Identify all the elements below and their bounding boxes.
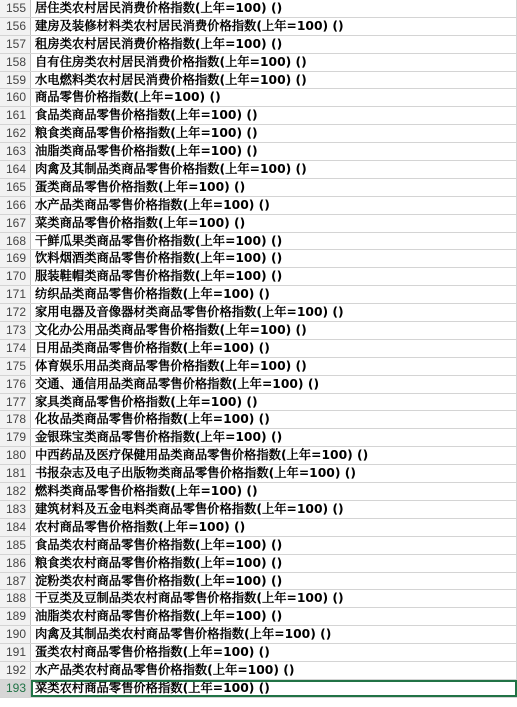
row-header[interactable]: 191 bbox=[0, 644, 31, 661]
row-header[interactable]: 172 bbox=[0, 304, 31, 321]
row-header[interactable]: 162 bbox=[0, 125, 31, 142]
table-row bbox=[0, 340, 517, 358]
table-row bbox=[0, 376, 517, 394]
row-header[interactable]: 181 bbox=[0, 465, 31, 482]
row-header[interactable]: 174 bbox=[0, 340, 31, 357]
table-row bbox=[0, 143, 517, 161]
row-header[interactable]: 193 bbox=[0, 680, 31, 697]
table-row bbox=[0, 429, 517, 447]
table-cell[interactable]: 租房类农村居民消费价格指数(上年=100) () bbox=[31, 36, 517, 53]
table-row bbox=[0, 662, 517, 680]
table-row bbox=[0, 161, 517, 179]
table-cell[interactable]: 燃料类商品零售价格指数(上年=100) () bbox=[31, 483, 517, 500]
table-cell[interactable]: 建房及装修材料类农村居民消费价格指数(上年=100) () bbox=[31, 18, 517, 35]
row-header[interactable]: 192 bbox=[0, 662, 31, 679]
row-header[interactable]: 158 bbox=[0, 54, 31, 71]
table-cell[interactable]: 干豆类及豆制品类农村商品零售价格指数(上年=100) () bbox=[31, 590, 517, 607]
table-row bbox=[0, 233, 517, 251]
table-row bbox=[0, 644, 517, 662]
table-cell[interactable]: 肉禽及其制品类农村商品零售价格指数(上年=100) () bbox=[31, 626, 517, 643]
table-row bbox=[0, 573, 517, 591]
table-cell[interactable]: 居住类农村居民消费价格指数(上年=100) () bbox=[31, 0, 517, 17]
table-row bbox=[0, 18, 517, 36]
row-header[interactable]: 176 bbox=[0, 376, 31, 393]
row-header[interactable]: 157 bbox=[0, 36, 31, 53]
table-row bbox=[0, 590, 517, 608]
table-cell[interactable]: 文化办公用品类商品零售价格指数(上年=100) () bbox=[31, 322, 517, 339]
table-row bbox=[0, 555, 517, 573]
table-cell[interactable]: 水产品类农村商品零售价格指数(上年=100) () bbox=[31, 662, 517, 679]
table-cell[interactable]: 食品类农村商品零售价格指数(上年=100) () bbox=[31, 537, 517, 554]
table-cell[interactable]: 粮食类农村商品零售价格指数(上年=100) () bbox=[31, 555, 517, 572]
table-cell[interactable]: 油脂类农村商品零售价格指数(上年=100) () bbox=[31, 608, 517, 625]
row-header[interactable]: 155 bbox=[0, 0, 31, 17]
table-row bbox=[0, 250, 517, 268]
table-row bbox=[0, 268, 517, 286]
table-cell[interactable]: 纺织品类商品零售价格指数(上年=100) () bbox=[31, 286, 517, 303]
table-cell[interactable]: 粮食类商品零售价格指数(上年=100) () bbox=[31, 125, 517, 142]
table-cell[interactable]: 饮料烟酒类商品零售价格指数(上年=100) () bbox=[31, 250, 517, 267]
table-row bbox=[0, 519, 517, 537]
table-row bbox=[0, 447, 517, 465]
table-cell[interactable]: 家用电器及音像器材类商品零售价格指数(上年=100) () bbox=[31, 304, 517, 321]
row-header[interactable]: 161 bbox=[0, 107, 31, 124]
table-row bbox=[0, 537, 517, 555]
row-header[interactable]: 165 bbox=[0, 179, 31, 196]
row-header[interactable]: 160 bbox=[0, 89, 31, 106]
row-header[interactable]: 188 bbox=[0, 590, 31, 607]
row-header[interactable]: 178 bbox=[0, 411, 31, 428]
table-row bbox=[0, 322, 517, 340]
table-cell[interactable]: 肉禽及其制品类商品零售价格指数(上年=100) () bbox=[31, 161, 517, 178]
table-cell[interactable]: 金银珠宝类商品零售价格指数(上年=100) () bbox=[31, 429, 517, 446]
table-cell[interactable]: 食品类商品零售价格指数(上年=100) () bbox=[31, 107, 517, 124]
table-row bbox=[0, 125, 517, 143]
row-header[interactable]: 184 bbox=[0, 519, 31, 536]
table-row bbox=[0, 394, 517, 412]
table-row bbox=[0, 411, 517, 429]
table-row bbox=[0, 680, 517, 698]
table-cell[interactable]: 蛋类农村商品零售价格指数(上年=100) () bbox=[31, 644, 517, 661]
row-header[interactable]: 171 bbox=[0, 286, 31, 303]
row-header[interactable]: 163 bbox=[0, 143, 31, 160]
table-cell[interactable]: 中西药品及医疗保健用品类商品零售价格指数(上年=100) () bbox=[31, 447, 517, 464]
row-header[interactable]: 186 bbox=[0, 555, 31, 572]
table-row bbox=[0, 483, 517, 501]
row-header[interactable]: 167 bbox=[0, 215, 31, 232]
table-cell[interactable]: 体育娱乐用品类商品零售价格指数(上年=100) () bbox=[31, 358, 517, 375]
table-row bbox=[0, 72, 517, 90]
table-cell[interactable]: 菜类农村商品零售价格指数(上年=100) () bbox=[31, 680, 517, 697]
table-cell[interactable]: 淀粉类农村商品零售价格指数(上年=100) () bbox=[31, 573, 517, 590]
row-header[interactable]: 159 bbox=[0, 72, 31, 89]
table-cell[interactable]: 干鲜瓜果类商品零售价格指数(上年=100) () bbox=[31, 233, 517, 250]
table-cell[interactable]: 油脂类商品零售价格指数(上年=100) () bbox=[31, 143, 517, 160]
row-header[interactable]: 183 bbox=[0, 501, 31, 518]
table-cell[interactable]: 自有住房类农村居民消费价格指数(上年=100) () bbox=[31, 54, 517, 71]
table-row bbox=[0, 0, 517, 18]
table-cell[interactable]: 交通、通信用品类商品零售价格指数(上年=100) () bbox=[31, 376, 517, 393]
table-row bbox=[0, 54, 517, 72]
row-header[interactable]: 177 bbox=[0, 394, 31, 411]
row-header[interactable]: 190 bbox=[0, 626, 31, 643]
table-row bbox=[0, 358, 517, 376]
row-header[interactable]: 170 bbox=[0, 268, 31, 285]
row-header[interactable]: 187 bbox=[0, 573, 31, 590]
row-header[interactable]: 164 bbox=[0, 161, 31, 178]
table-row bbox=[0, 465, 517, 483]
table-row bbox=[0, 107, 517, 125]
table-cell[interactable]: 商品零售价格指数(上年=100) () bbox=[31, 89, 517, 106]
row-header[interactable]: 173 bbox=[0, 322, 31, 339]
table-cell[interactable]: 化妆品类商品零售价格指数(上年=100) () bbox=[31, 411, 517, 428]
table-row bbox=[0, 286, 517, 304]
table-row bbox=[0, 36, 517, 54]
table-cell[interactable]: 日用品类商品零售价格指数(上年=100) () bbox=[31, 340, 517, 357]
table-cell[interactable]: 水产品类商品零售价格指数(上年=100) () bbox=[31, 197, 517, 214]
table-row bbox=[0, 215, 517, 233]
row-header[interactable]: 169 bbox=[0, 250, 31, 267]
table-row bbox=[0, 626, 517, 644]
table-cell[interactable]: 家具类商品零售价格指数(上年=100) () bbox=[31, 394, 517, 411]
row-header[interactable]: 189 bbox=[0, 608, 31, 625]
table-cell[interactable]: 农村商品零售价格指数(上年=100) () bbox=[31, 519, 517, 536]
table-cell[interactable]: 菜类商品零售价格指数(上年=100) () bbox=[31, 215, 517, 232]
row-header[interactable]: 175 bbox=[0, 358, 31, 375]
table-row bbox=[0, 179, 517, 197]
row-header[interactable]: 179 bbox=[0, 429, 31, 446]
table-row bbox=[0, 608, 517, 626]
table-cell[interactable]: 水电燃料类农村居民消费价格指数(上年=100) () bbox=[31, 72, 517, 89]
row-header[interactable]: 166 bbox=[0, 197, 31, 214]
table-row bbox=[0, 304, 517, 322]
row-header[interactable]: 185 bbox=[0, 537, 31, 554]
row-header[interactable]: 168 bbox=[0, 233, 31, 250]
table-cell[interactable]: 蛋类商品零售价格指数(上年=100) () bbox=[31, 179, 517, 196]
row-header[interactable]: 180 bbox=[0, 447, 31, 464]
row-header[interactable]: 182 bbox=[0, 483, 31, 500]
row-header[interactable]: 156 bbox=[0, 18, 31, 35]
table-cell[interactable]: 书报杂志及电子出版物类商品零售价格指数(上年=100) () bbox=[31, 465, 517, 482]
table-cell[interactable]: 建筑材料及五金电料类商品零售价格指数(上年=100) () bbox=[31, 501, 517, 518]
table-cell[interactable]: 服装鞋帽类商品零售价格指数(上年=100) () bbox=[31, 268, 517, 285]
table-row bbox=[0, 89, 517, 107]
table-row bbox=[0, 197, 517, 215]
table-row bbox=[0, 501, 517, 519]
